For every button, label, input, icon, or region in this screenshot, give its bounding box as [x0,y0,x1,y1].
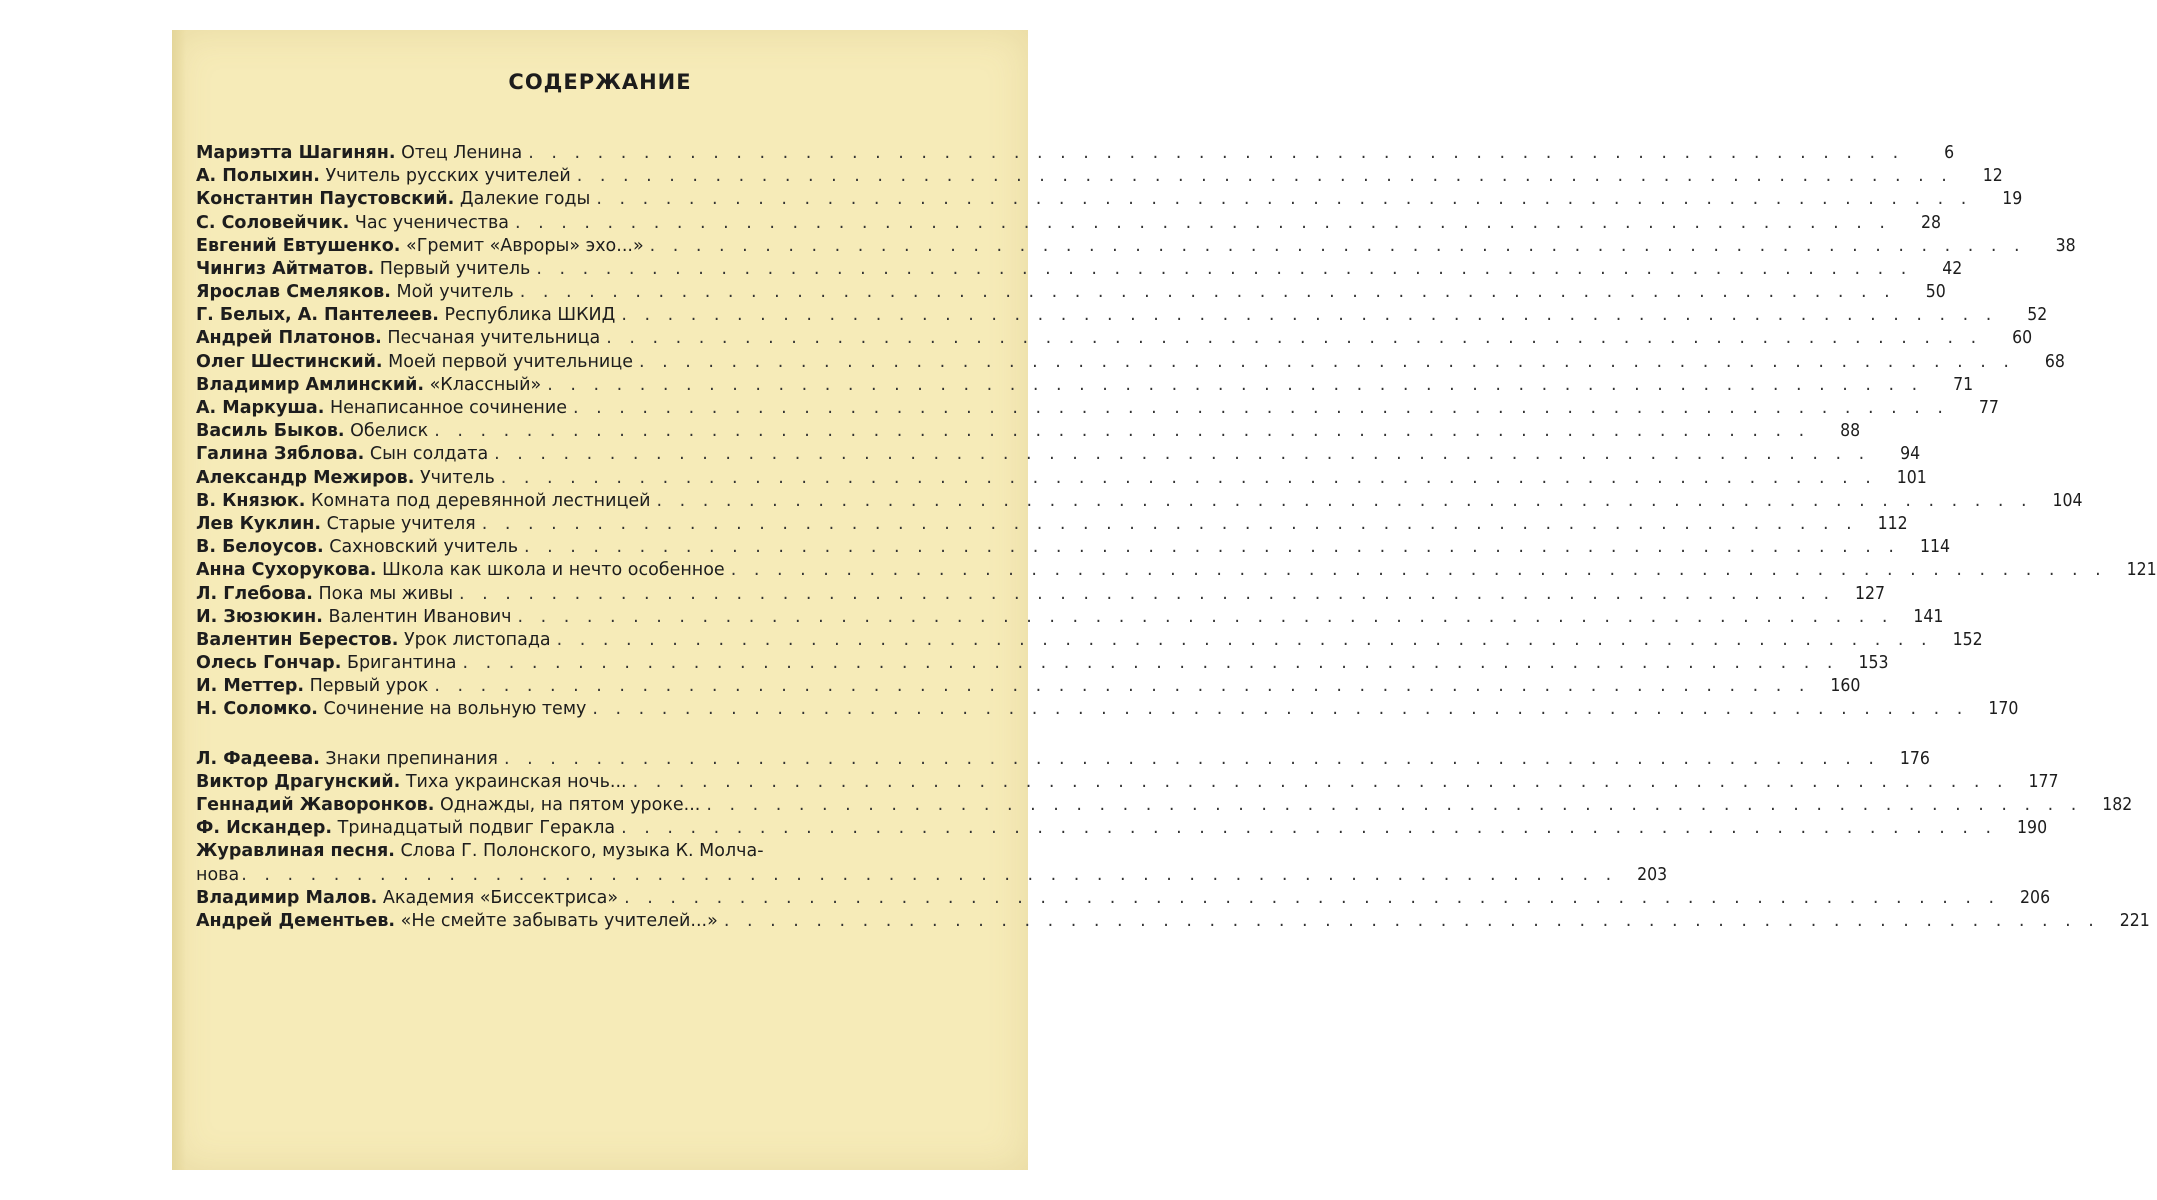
toc-entry [196,304,2048,327]
toc-entry-text [196,794,700,817]
toc-page-number: 203 [1637,864,1668,885]
toc-page-number: 112 [1877,513,1908,534]
toc-entry [196,536,1950,559]
toc-author: В. Белоусов. [196,537,324,558]
toc-entry [196,420,1861,443]
toc-author: В. Князюк. [196,490,306,511]
toc-title: Республика ШКИД [444,305,616,326]
toc-page-number: 170 [1988,699,2019,720]
toc-title: Первый учитель [379,258,531,279]
toc-author: Владимир Амлинский. [196,374,424,395]
toc-entry [196,513,1908,536]
toc-author: Л. Фадеева. [196,748,320,769]
dot-leader: . . . . . . . . . . . . . . . . . . . . . . . . . . . . . . . . . . . . . . . . . . . . . . . . . . . . . . . . . . . . [517,606,1894,627]
dot-leader: . . . . . . . . . . . . . . . . . . . . . . . . . . . . . . . . . . . . . . . . . . . . . . . . . . . . . . . . . . . . [621,818,1998,839]
dot-leader: . . . . . . . . . . . . . . . . . . . . . . . . . . . . . . . . . . . . . . . . . . . . . . . . . . . . . . . . . . . . [621,305,1998,326]
toc-entry-text [196,467,495,490]
dot-leader: . . . . . . . . . . . . . . . . . . . . . . . . . . . . . . . . . . . . . . . . . . . . . . . . . . . . . . . . . . . . [638,351,2015,372]
toc-entry [196,165,2003,188]
toc-title: «Не смейте забывать учителей...» [400,910,718,931]
toc-page-number: 52 [2027,305,2048,326]
toc-title: Старые учителя [326,513,476,534]
dot-leader: . . . . . . . . . . . . . . . . . . . . . . . . . . . . . . . . . . . . . . . . . . . . . . . . . . . . . . . . . . . . [519,282,1896,303]
toc-entry-text [196,817,615,840]
toc-entry-text [196,698,586,721]
toc-author: Олег Шестинский. [196,351,383,372]
toc-page-number: 71 [1953,374,1974,395]
toc-page-number: 152 [1952,629,1983,650]
toc-title: Комната под деревянной лестницей [311,490,651,511]
toc-entry [196,258,1963,281]
toc-entry-text [196,212,509,235]
toc-title: Обелиск [350,421,429,442]
toc-title: Валентин Иванович [328,606,512,627]
toc-title: Школа как школа и нечто особенное [382,560,725,581]
toc-entry-text [196,351,633,374]
dot-leader: . . . . . . . . . . . . . . . . . . . . . . . . . . . . . . . . . . . . . . . . . . . . . . . . . . . . . . . . . . . . [606,328,1983,349]
dot-leader: . . . . . . . . . . . . . . . . . . . . . . . . . . . . . . . . . . . . . . . . . . . . . . . . . . . . . . . . . . . . [596,189,1973,210]
toc-entry [196,583,1886,606]
dot-leader: . . . . . . . . . . . . . . . . . . . . . . . . . . . . . . . . . . . . . . . . . . . . . . . . . . . . . . . . . . . . [656,490,2033,511]
toc-entry [196,606,1944,629]
toc-author: Константин Паустовский. [196,189,455,210]
dot-leader: . . . . . . . . . . . . . . . . . . . . . . . . . . . . . . . . . . . . . . . . . . . . . . . . . . . . . . . . . . . . [494,444,1871,465]
toc-entry [196,794,2133,817]
toc-author: А. Полыхин. [196,166,320,187]
toc-page-number: 206 [2020,887,2051,908]
dot-leader: . . . . . . . . . . . . . . . . . . . . . . . . . . . . . . . . . . . . . . . . . . . . . . . . . . . . . . . . . . . . [515,212,1891,233]
toc-title: Слова Г. Полонского, музыка К. Молча- [400,841,764,862]
toc-page-number: 127 [1854,583,1886,604]
toc-entry-text [196,864,239,887]
toc-page-number: 88 [1840,421,1861,442]
dot-leader: . . . . . . . . . . . . . . . . . . . . . . . . . . . . . . . . . . . . . . . . . . . . . . . . . . . . . . . . . . . . [723,910,2100,931]
toc-page-number: 190 [2017,818,2048,839]
toc-author: Чингиз Айтматов. [196,258,375,279]
toc-entry-text [196,281,514,304]
toc-author: Валентин Берестов. [196,629,399,650]
dot-leader: . . . . . . . . . . . . . . . . . . . . . . . . . . . . . . . . . . . . . . . . . . . . . . . . . . . . . . . . . . . . [241,864,1618,885]
contents-group-2 [196,748,2150,934]
toc-author: Н. Соломко. [196,699,318,720]
toc-entry-text [196,420,428,443]
dot-leader: . . . . . . . . . . . . . . . . . . . . . . . . . . . . . . . . . . . . . . . . . . . . . . . . . . . . . . . . . . . . [434,676,1811,697]
toc-title: Учитель [419,467,495,488]
toc-title: Отец Ленина [401,142,523,163]
dot-leader: . . . . . . . . . . . . . . . . . . . . . . . . . . . . . . . . . . . . . . . . . . . . . . . . . . . . . . . . . . . . [649,235,2026,256]
toc-title: Учитель русских учителей [325,166,571,187]
table-of-contents [196,142,2157,933]
toc-page-number: 94 [1900,444,1921,465]
toc-author: Л. Глебова. [196,583,313,604]
toc-entry-text [196,583,453,606]
toc-entry [196,771,2059,794]
toc-entry-text [196,397,567,420]
dot-leader: . . . . . . . . . . . . . . . . . . . . . . . . . . . . . . . . . . . . . . . . . . . . . . . . . . . . . . . . . . . . [556,629,1933,650]
toc-page-number: 12 [1982,166,2003,187]
dot-leader: . . . . . . . . . . . . . . . . . . . . . . . . . . . . . . . . . . . . . . . . . . . . . . . . . . . . . . . . . . . . [434,421,1811,442]
dot-leader: . . . . . . . . . . . . . . . . . . . . . . . . . . . . . . . . . . . . . . . . . . . . . . . . . . . . . . . . . . . . [592,699,1969,720]
toc-title: Сахновский учитель [329,537,519,558]
toc-entry-text [196,559,725,582]
toc-page-number: 28 [1920,212,1941,233]
toc-page-number: 101 [1896,467,1927,488]
toc-entry [196,281,1946,304]
toc-author: Виктор Драгунский. [196,771,401,792]
toc-page-number: 42 [1942,258,1963,279]
toc-author: Владимир Малов. [196,887,378,908]
toc-entry [196,652,1889,675]
toc-page-number: 19 [2002,189,2023,210]
toc-entry [196,910,2150,933]
toc-entry [196,328,2033,351]
toc-page-number: 6 [1944,142,1955,163]
toc-author: А. Маркуша. [196,398,325,419]
toc-entry [196,467,1927,490]
dot-leader: . . . . . . . . . . . . . . . . . . . . . . . . . . . . . . . . . . . . . . . . . . . . . . . . . . . . . . . . . . . . [528,142,1905,163]
toc-title: «Классный» [429,374,542,395]
toc-entry [196,188,2023,211]
toc-title: Сын солдата [369,444,489,465]
toc-page-number: 114 [1919,537,1950,558]
toc-author: Мариэтта Шагинян. [196,142,396,163]
toc-title: Первый урок [309,676,429,697]
dot-leader: . . . . . . . . . . . . . . . . . . . . . . . . . . . . . . . . . . . . . . . . . . . . . . . . . . . . . . . . . . . . [481,513,1858,534]
toc-title: Пока мы живы [318,583,454,604]
dot-leader: . . . . . . . . . . . . . . . . . . . . . . . . . . . . . . . . . . . . . . . . . . . . . . . . . . . . . . . . . . . . [462,653,1839,674]
toc-entry-text [196,536,518,559]
dot-leader: . . . . . . . . . . . . . . . . . . . . . . . . . . . . . . . . . . . . . . . . . . . . . . . . . . . . . . . . . . . . [572,398,1949,419]
toc-entry [196,817,2048,840]
toc-entry [196,748,1930,771]
toc-page-number: 153 [1858,653,1889,674]
toc-entry-text [196,652,457,675]
toc-entry-text [196,771,627,794]
toc-title: Далекие годы [459,189,591,210]
toc-entry-text [196,327,600,350]
toc-page-number: 176 [1899,748,1930,769]
toc-entry-text [196,748,498,771]
toc-entry [196,559,2157,582]
toc-author: Олесь Гончар. [196,653,342,674]
toc-author: Ф. Искандер. [196,818,333,839]
toc-entry-text [196,606,511,629]
toc-page-number: 60 [2012,328,2033,349]
toc-entry-text [196,675,428,698]
toc-title: Бригантина [346,653,457,674]
toc-author: Анна Сухорукова. [196,560,377,581]
dot-leader: . . . . . . . . . . . . . . . . . . . . . . . . . . . . . . . . . . . . . . . . . . . . . . . . . . . . . . . . . . . . [459,583,1836,604]
toc-author: Василь Быков. [196,421,345,442]
toc-author: Журавлиная песня. [196,841,395,862]
toc-author: Ярослав Смеляков. [196,282,391,303]
dot-leader: . . . . . . . . . . . . . . . . . . . . . . . . . . . . . . . . . . . . . . . . . . . . . . . . . . . . . . . . . . . . [547,374,1924,395]
toc-title: нова [196,864,240,885]
dot-leader: . . . . . . . . . . . . . . . . . . . . . . . . . . . . . . . . . . . . . . . . . . . . . . . . . . . . . . . . . . . . [503,748,1880,769]
contents-group-1 [196,142,2157,722]
toc-author: Евгений Евтушенко. [196,235,401,256]
toc-entry-text [196,490,651,513]
toc-page-number: 141 [1913,606,1944,627]
toc-entry [196,840,938,863]
toc-title: Тиха украинская ночь... [405,771,627,792]
toc-title: Ненаписанное сочинение [329,398,567,419]
toc-page-number: 77 [1978,398,1999,419]
contents-heading: СОДЕРЖАНИЕ [508,70,692,94]
toc-page-number: 104 [2052,490,2083,511]
toc-title: Тринадцатый подвиг Геракла [337,818,616,839]
toc-entry [196,675,1861,698]
toc-title: Мой учитель [396,282,514,303]
toc-entry-text [196,840,764,863]
toc-entry-text [196,887,618,910]
page-edge-shadow [172,30,186,1170]
toc-author: Лев Куклин. [196,513,321,534]
toc-entry-text [196,258,530,281]
toc-title: Песчаная учительница [387,328,601,349]
toc-entry [196,142,1955,165]
toc-entry-text [196,910,718,933]
toc-author: Геннадий Жаворонков. [196,795,435,816]
toc-entry-text [196,513,476,536]
toc-title: Сочинение на вольную тему [323,699,587,720]
toc-author: С. Соловейчик. [196,212,350,233]
toc-title: Однажды, на пятом уроке... [439,795,701,816]
toc-title: Знаки препинания [325,748,498,769]
toc-entry-text [196,374,541,397]
toc-entry-text [196,142,522,165]
toc-entry-text [196,165,571,188]
toc-page-number: 221 [2119,910,2150,931]
toc-entry-text [196,443,488,466]
toc-page-number: 177 [2028,771,2059,792]
toc-page-number: 50 [1925,282,1946,303]
dot-leader: . . . . . . . . . . . . . . . . . . . . . . . . . . . . . . . . . . . . . . . . . . . . . . . . . . . . . . . . . . . . [730,560,2107,581]
toc-entry [196,443,1921,466]
toc-page-number: 121 [2126,560,2157,581]
dot-leader: . . . . . . . . . . . . . . . . . . . . . . . . . . . . . . . . . . . . . . . . . . . . . . . . . . . . . . . . . . . . [524,537,1900,558]
toc-entry [196,397,1999,420]
toc-entry [196,490,2083,513]
toc-author: Г. Белых, А. Пантелеев. [196,305,439,326]
dot-leader: . . . . . . . . . . . . . . . . . . . . . . . . . . . . . . . . . . . . . . . . . . . . . . . . . . . . . . . . . . . . [624,887,2001,908]
toc-entry-text [196,188,590,211]
toc-entry [196,699,2019,722]
toc-title: Моей первой учительнице [388,351,633,372]
toc-author: И. Зюзюкин. [196,606,323,627]
toc-title: «Гремит «Авроры» эхо...» [406,235,644,256]
toc-author: Андрей Платонов. [196,328,382,349]
toc-entry [196,212,1941,235]
toc-author: Александр Межиров. [196,467,415,488]
toc-entry [196,864,1668,887]
toc-entry [196,887,2051,910]
toc-entry [196,351,2065,374]
dot-leader: . . . . . . . . . . . . . . . . . . . . . . . . . . . . . . . . . . . . . . . . . . . . . . . . . . . . . . . . . . . . [632,771,2009,792]
toc-title: Урок листопада [403,629,551,650]
toc-title: Час ученичества [354,212,510,233]
toc-entry [196,374,1974,397]
dot-leader: . . . . . . . . . . . . . . . . . . . . . . . . . . . . . . . . . . . . . . . . . . . . . . . . . . . . . . . . . . . . [576,166,1953,187]
toc-author: Галина Зяблова. [196,444,365,465]
dot-leader: . . . . . . . . . . . . . . . . . . . . . . . . . . . . . . . . . . . . . . . . . . . . . . . . . . . . . . . . . . . . [706,795,2083,816]
toc-title: Академия «Биссектриса» [382,887,619,908]
toc-entry [196,235,2076,258]
dot-leader: . . . . . . . . . . . . . . . . . . . . . . . . . . . . . . . . . . . . . . . . . . . . . . . . . . . . . . . . . . . . [536,258,1913,279]
toc-entry [196,629,1983,652]
toc-page-number: 68 [2044,351,2065,372]
toc-page-number: 182 [2102,795,2133,816]
dot-leader: . . . . . . . . . . . . . . . . . . . . . . . . . . . . . . . . . . . . . . . . . . . . . . . . . . . . . . . . . . . . [500,467,1877,488]
toc-page-number: 38 [2055,235,2076,256]
toc-author: И. Меттер. [196,676,304,697]
toc-author: Андрей Дементьев. [196,910,396,931]
toc-entry-text [196,235,644,258]
toc-entry-text [196,304,615,327]
toc-entry-text [196,629,551,652]
toc-page-number: 160 [1830,676,1861,697]
